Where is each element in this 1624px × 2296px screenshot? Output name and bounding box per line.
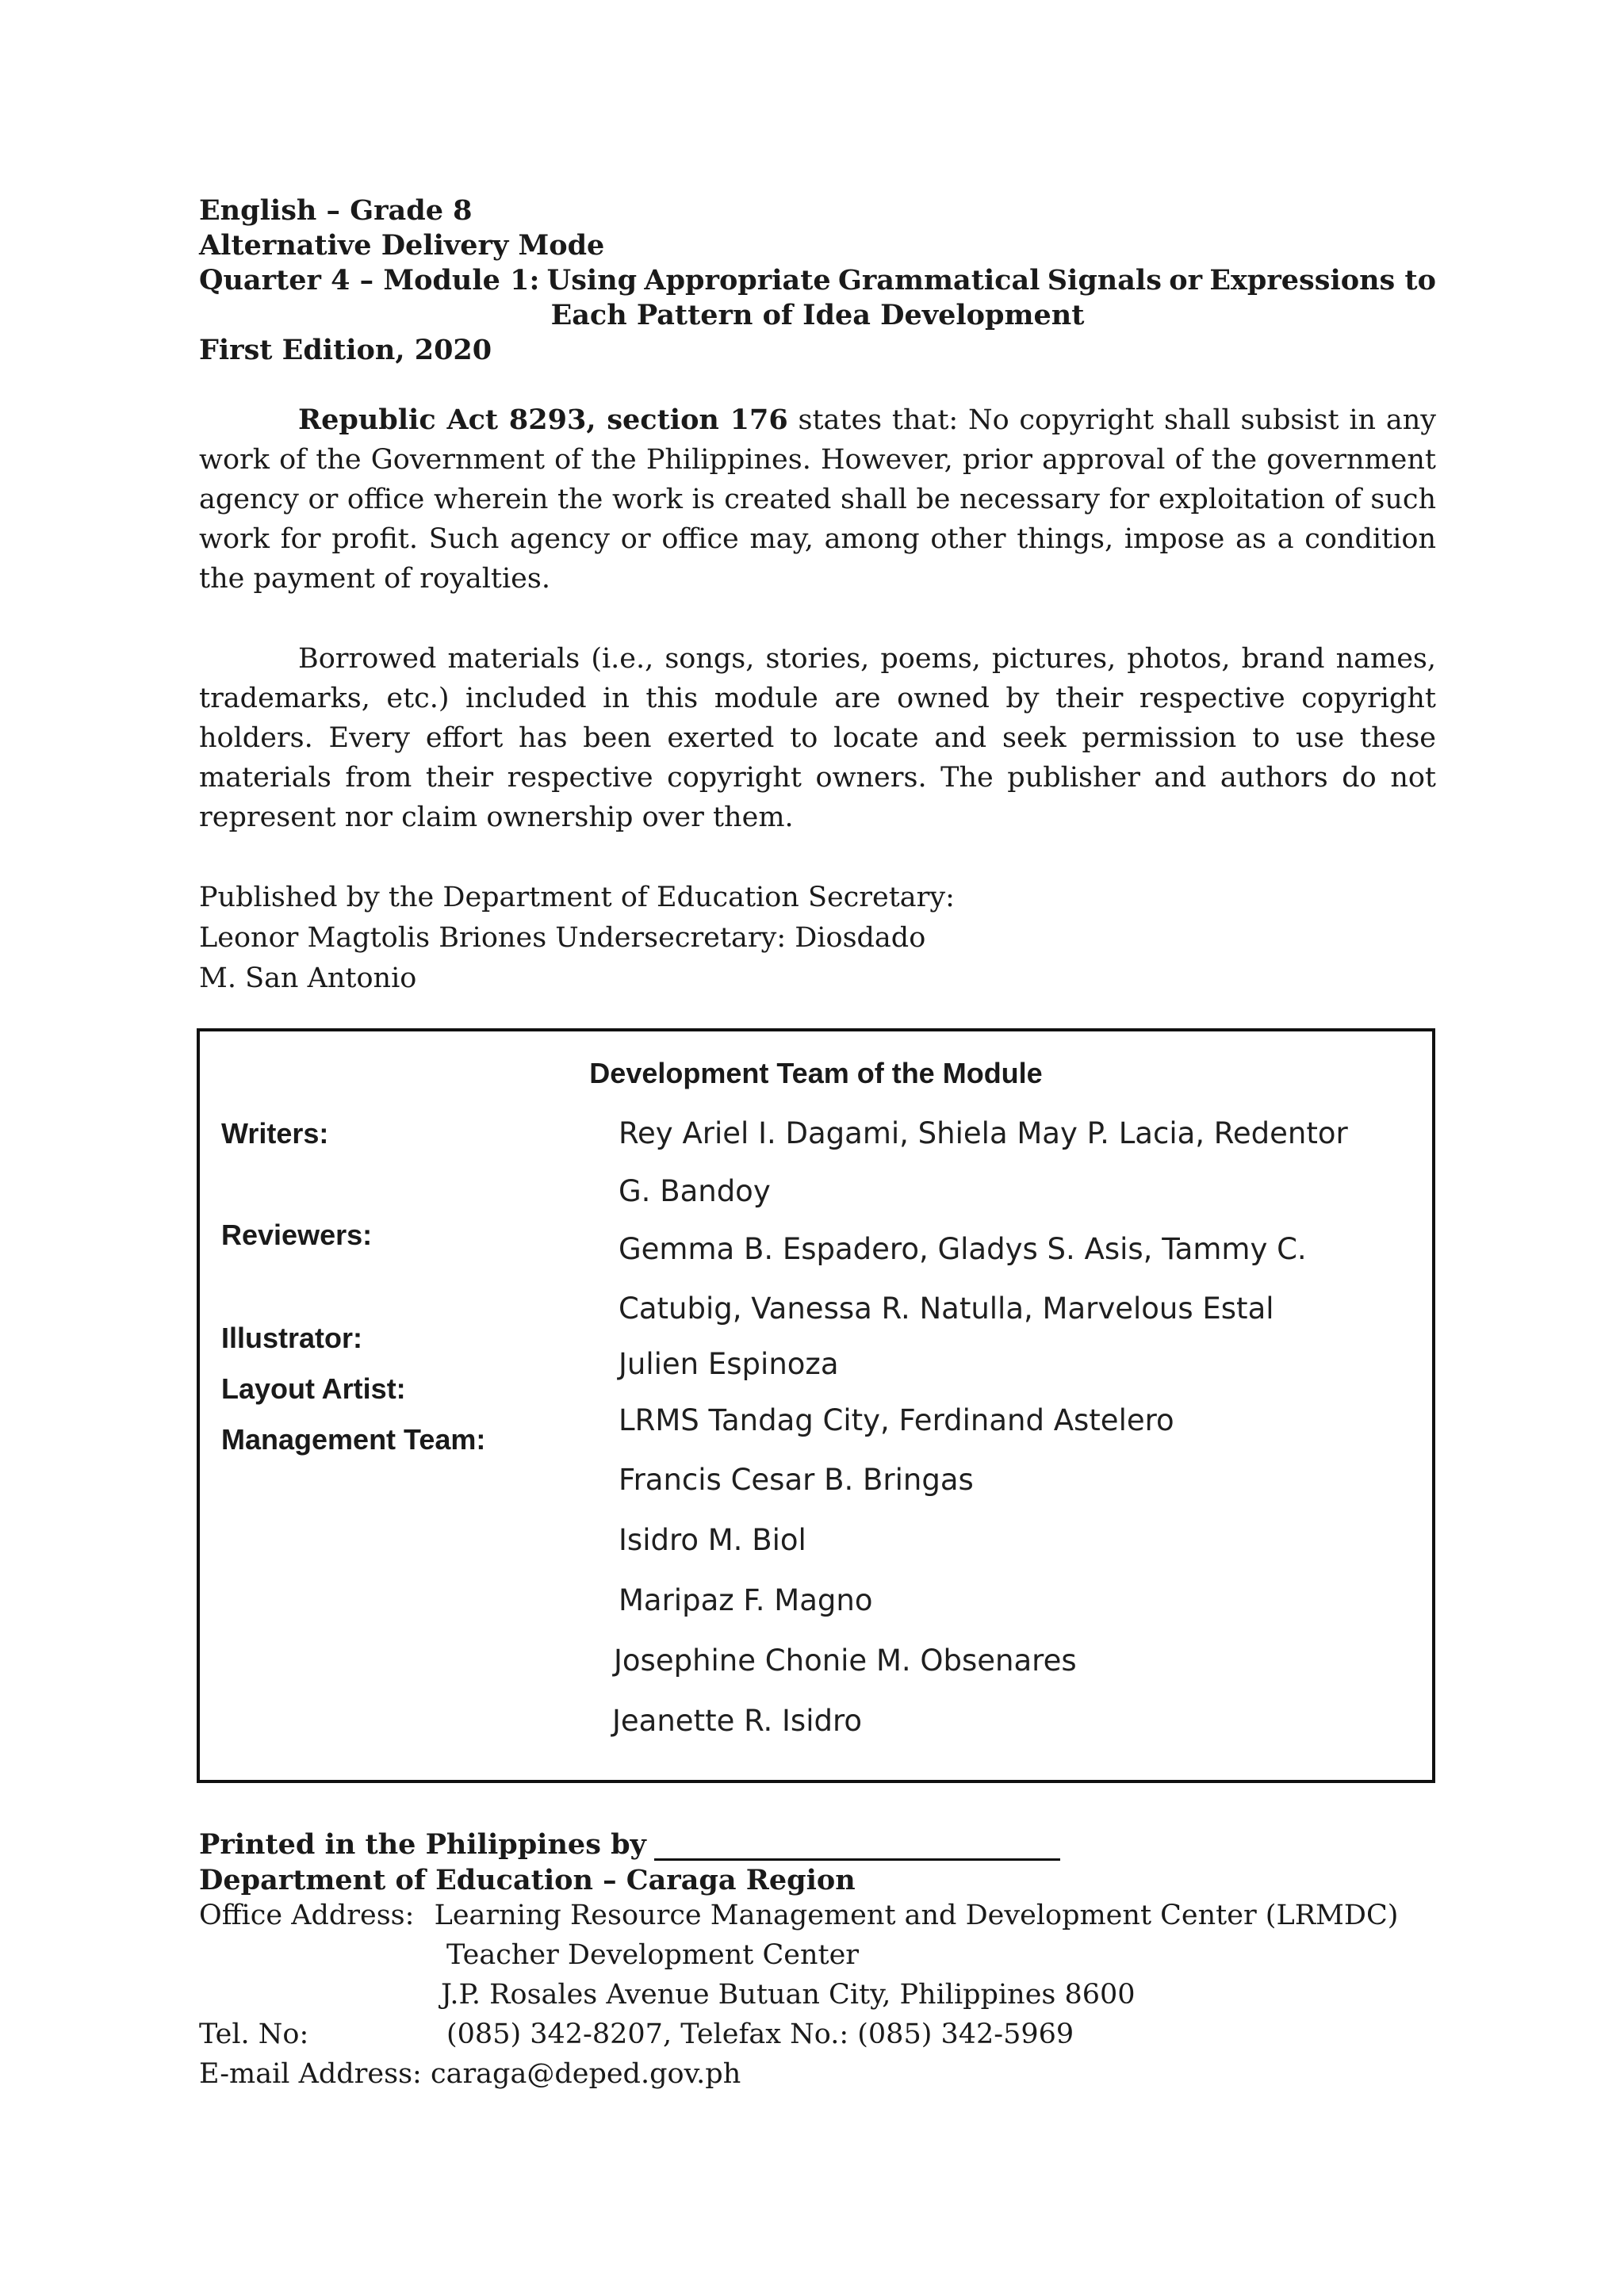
team-name-line: Josephine Chonie M. Obsenares — [614, 1644, 1077, 1678]
title-word: Grammatical — [837, 264, 1040, 297]
borrowed-text: Borrowed materials (i.e., songs, stories, poems, pictures, photos, brand names, trademarks, etc.) included in this module are owned by their respective copyright holders. Every effort has been exerted to locate and seek permission to use these materials from their respective copyright owners. The publisher and authors do not represent nor claim ownership over them. — [199, 643, 1436, 833]
team-name-line: Rey Ariel I. Dagami, Shiela May P. Lacia, Redentor — [619, 1116, 1348, 1150]
role-writers: Writers: — [221, 1117, 329, 1150]
published-by — [199, 878, 1436, 999]
published-line-1: Published by the Department of Education Secretary: — [199, 882, 955, 913]
quarter-module: Quarter 4 – Module 1: — [199, 264, 540, 297]
team-name-line: G. Bandoy — [619, 1174, 771, 1208]
title-word: Using — [546, 264, 638, 297]
team-name-line: Catubig, Vanessa R. Natulla, Marvelous Estal — [619, 1292, 1274, 1326]
delivery-mode: Alternative Delivery Mode — [199, 229, 605, 262]
module-title-continued: Each Pattern of Idea Development — [550, 299, 1085, 331]
printed-by: Printed in the Philippines by — [199, 1828, 1468, 1861]
tel-label: Tel. No: — [199, 2019, 309, 2050]
office-address-line-2: Teacher Development Center — [446, 1939, 860, 1971]
team-name-line: Julien Espinoza — [619, 1347, 839, 1381]
office-address-label: Office Address: — [199, 1900, 415, 1931]
published-line-3: M. San Antonio — [199, 962, 417, 994]
email-label: E-mail Address: — [199, 2058, 422, 2090]
title-word: Appropriate — [644, 264, 831, 297]
role-reviewers: Reviewers: — [221, 1219, 373, 1251]
title-word: or — [1169, 264, 1203, 297]
republic-act-citation: Republic Act 8293, section 176 — [298, 404, 788, 436]
borrowed-materials-paragraph — [199, 639, 1436, 837]
team-name-line: Isidro M. Biol — [619, 1523, 806, 1557]
copyright-text: states that: No copyright shall subsist in any work of the Government of the Philippines. However, prior approval of the government agency or office wherein the work is created shall be necessary for exploitation of such work for profit. Such agency or office may, among other things, impose as a condition the payment of royalties. — [199, 404, 1437, 595]
title-word: Signals — [1047, 264, 1162, 297]
office-address-line — [199, 1900, 1468, 1931]
subject-grade: English – Grade 8 — [199, 194, 473, 227]
telephone-line — [199, 2019, 1468, 2050]
email-line — [199, 2058, 1468, 2090]
role-illustrator: Illustrator: — [221, 1322, 363, 1354]
role-layout-artist: Layout Artist: — [221, 1372, 406, 1405]
email-value[interactable]: caraga@deped.gov.ph — [430, 2058, 741, 2090]
team-name-line: Gemma B. Espadero, Gladys S. Asis, Tammy C. — [619, 1232, 1307, 1266]
tel-value: (085) 342-8207, Telefax No.: (085) 342-5969 — [446, 2019, 1074, 2050]
edition: First Edition, 2020 — [199, 334, 492, 366]
department-region: Department of Education – Caraga Region — [199, 1864, 856, 1896]
team-name-line: Jeanette R. Isidro — [612, 1704, 863, 1738]
team-name-line: Francis Cesar B. Bringas — [619, 1463, 974, 1497]
office-address-line-3: J.P. Rosales Avenue Butuan City, Philippines 8600 — [441, 1979, 1136, 2011]
development-team-box — [197, 1028, 1435, 1783]
copyright-paragraph — [199, 400, 1436, 599]
team-name-line: Maripaz F. Magno — [619, 1583, 873, 1617]
team-title: Development Team of the Module — [589, 1057, 1043, 1089]
title-word: Expressions to — [1209, 264, 1436, 297]
printer-blank-line — [654, 1831, 1060, 1861]
module-header — [199, 193, 1436, 368]
role-management-team: Management Team: — [221, 1423, 486, 1456]
office-address-value: Learning Resource Management and Development Center (LRMDC) — [434, 1900, 1399, 1931]
module-title-line — [199, 263, 1436, 298]
team-name-line: LRMS Tandag City, Ferdinand Astelero — [619, 1403, 1174, 1437]
published-line-2: Leonor Magtolis Briones Undersecretary: Diosdado — [199, 922, 926, 954]
